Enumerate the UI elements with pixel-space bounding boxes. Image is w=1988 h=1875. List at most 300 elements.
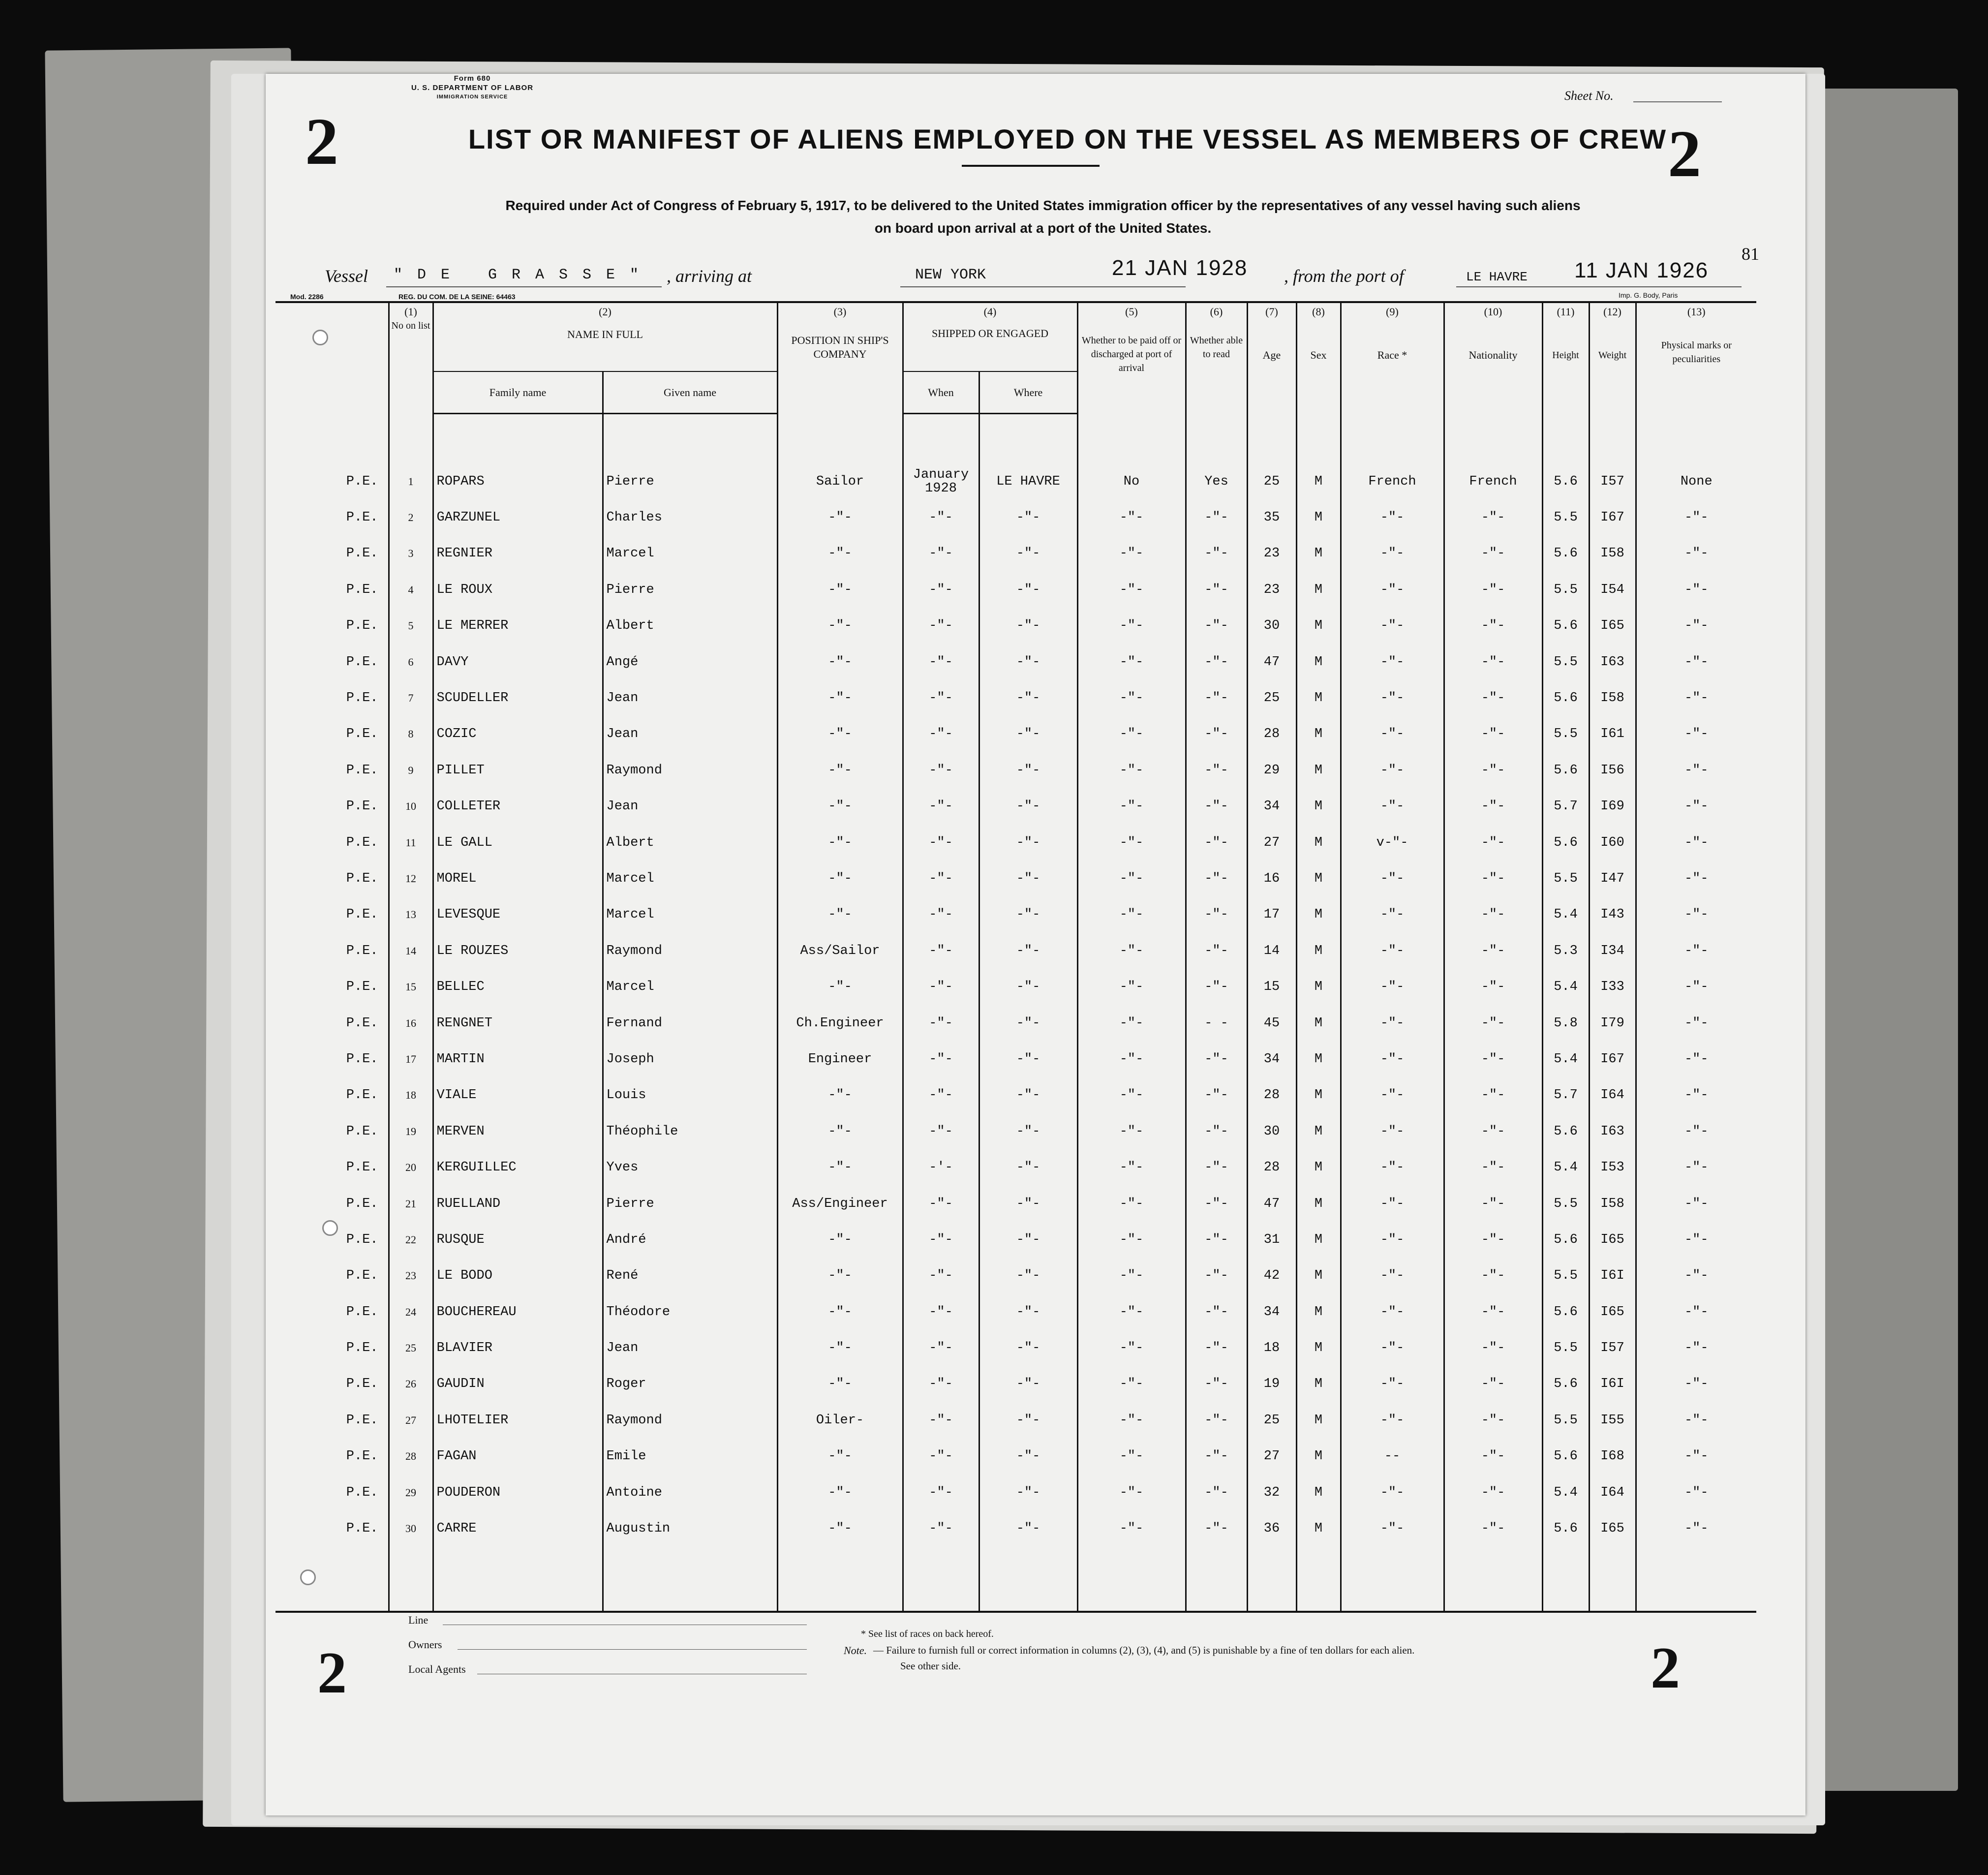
weight-cell: I65 [1589, 1510, 1636, 1546]
row-prefix-cell: P.E. [346, 727, 378, 742]
table-row [275, 499, 1756, 535]
shipped-where-cell: -"- [979, 969, 1077, 1005]
empty-cell [1636, 1547, 1756, 1612]
table-row [275, 1113, 1756, 1149]
weight-cell: I67 [1589, 499, 1636, 535]
row-prefix-cell: P.E. [346, 980, 378, 995]
table-row [275, 1475, 1756, 1510]
row-number-cell: 14 [389, 933, 433, 969]
given-name-cell: Théodore [603, 1294, 777, 1330]
position-cell: -"- [777, 1113, 903, 1149]
family-name-cell: ROPARS [433, 463, 603, 499]
height-cell: 5.6 [1542, 536, 1589, 572]
shipped-where-cell: -"- [979, 1402, 1077, 1438]
age-cell: 25 [1247, 680, 1296, 716]
physical-marks-cell: -"- [1636, 789, 1756, 825]
binder-hole [300, 1569, 316, 1585]
sex-cell: M [1296, 1149, 1341, 1185]
table-row [275, 789, 1756, 825]
weight-cell: I67 [1589, 1041, 1636, 1077]
header-physical-marks [1636, 302, 1756, 414]
weight-cell: I6I [1589, 1366, 1636, 1402]
physical-marks-cell: -"- [1636, 572, 1756, 608]
row-number-cell: 10 [389, 789, 433, 825]
family-name-cell: CARRE [433, 1510, 603, 1546]
header-height [1542, 302, 1589, 414]
shipped-when-cell: -"- [903, 752, 979, 788]
note-label: Note. [844, 1644, 867, 1657]
position-cell: -"- [777, 1222, 903, 1258]
paid-off-cell: -"- [1077, 752, 1186, 788]
sex-cell: M [1296, 969, 1341, 1005]
empty-cell [603, 1547, 777, 1612]
shipped-where-cell: -"- [979, 716, 1077, 752]
binder-hole [322, 1220, 338, 1236]
row-prefix-cell: P.E. [346, 1341, 378, 1356]
paid-off-cell: -"- [1077, 608, 1186, 644]
row-prefix-cell: P.E. [346, 1377, 378, 1392]
age-cell: 15 [1247, 969, 1296, 1005]
row-prefix-cell: P.E. [346, 871, 378, 886]
shipped-where-cell: -"- [979, 1330, 1077, 1366]
able-to-read-cell: -"- [1186, 1077, 1247, 1113]
row-prefix-cell: P.E. [346, 510, 378, 525]
sex-cell: M [1296, 1258, 1341, 1294]
age-cell: 27 [1247, 1439, 1296, 1475]
line-label: Line [408, 1614, 428, 1626]
age-cell: 14 [1247, 933, 1296, 969]
footer-number-right: 2 [1651, 1635, 1680, 1700]
col5-label: Whether to be paid off or discharged at port of arrival [1081, 335, 1182, 373]
paid-off-cell: -"- [1077, 1439, 1186, 1475]
nationality-cell: -"- [1444, 1475, 1542, 1510]
row-number-cell: 30 [389, 1510, 433, 1546]
physical-marks-cell: -"- [1636, 1077, 1756, 1113]
empty-cell [979, 1547, 1077, 1612]
nationality-cell: -"- [1444, 680, 1542, 716]
row-prefix-cell: P.E. [346, 1304, 378, 1320]
sex-cell: M [1296, 1294, 1341, 1330]
gap-cell [433, 414, 603, 464]
weight-cell: I58 [1589, 536, 1636, 572]
shipped-when-cell: -"- [903, 825, 979, 861]
row-number-cell: 11 [389, 825, 433, 861]
weight-cell: I53 [1589, 1149, 1636, 1185]
able-to-read-cell: - - [1186, 1005, 1247, 1041]
sex-cell: M [1296, 1113, 1341, 1149]
given-name-cell: Yves [603, 1149, 777, 1185]
shipped-when-cell: -"- [903, 716, 979, 752]
departure-port: LE HAVRE [1466, 270, 1528, 284]
nationality-cell: -"- [1444, 1510, 1542, 1546]
shipped-when-cell: -"- [903, 1113, 979, 1149]
age-cell: 34 [1247, 1294, 1296, 1330]
shipped-when-cell: -"- [903, 680, 979, 716]
arriving-label: , arriving at [667, 266, 752, 286]
physical-marks-cell: -"- [1636, 536, 1756, 572]
shipped-where-cell: -"- [979, 861, 1077, 896]
gap-cell [979, 414, 1077, 464]
sex-cell: M [1296, 1005, 1341, 1041]
family-name-cell: REGNIER [433, 536, 603, 572]
nationality-cell: -"- [1444, 897, 1542, 933]
nationality-cell: -"- [1444, 608, 1542, 644]
sex-cell: M [1296, 1510, 1341, 1546]
paid-off-cell: No [1077, 463, 1186, 499]
col1-number: (1) [404, 306, 417, 318]
weight-cell: I55 [1589, 1402, 1636, 1438]
physical-marks-cell: -"- [1636, 969, 1756, 1005]
shipped-where-cell: -"- [979, 1077, 1077, 1113]
sex-cell: M [1296, 1475, 1341, 1510]
physical-marks-cell: -"- [1636, 1005, 1756, 1041]
col7-label: Age [1262, 349, 1281, 361]
shipped-when-cell: -"- [903, 499, 979, 535]
empty-cell [433, 1547, 603, 1612]
paid-off-cell: -"- [1077, 536, 1186, 572]
able-to-read-cell: -"- [1186, 1510, 1247, 1546]
height-cell: 5.5 [1542, 1402, 1589, 1438]
row-number-cell: 28 [389, 1439, 433, 1475]
header-row-1 [275, 302, 1756, 371]
race-cell: -"- [1341, 716, 1444, 752]
position-cell: -"- [777, 1077, 903, 1113]
able-to-read-cell: -"- [1186, 1475, 1247, 1510]
sheet-number-right: 2 [1668, 117, 1701, 191]
height-cell: 5.4 [1542, 969, 1589, 1005]
position-cell: -"- [777, 861, 903, 896]
paid-off-cell: -"- [1077, 680, 1186, 716]
nationality-cell: -"- [1444, 789, 1542, 825]
table-row [275, 1222, 1756, 1258]
department-name: U. S. DEPARTMENT OF LABOR [411, 84, 534, 92]
vessel-name: " D E G R A S S E " [394, 267, 642, 283]
given-name-cell: Jean [603, 716, 777, 752]
weight-cell: I65 [1589, 1294, 1636, 1330]
height-cell: 5.4 [1542, 1041, 1589, 1077]
paid-off-cell: -"- [1077, 1510, 1186, 1546]
row-number-cell: 22 [389, 1222, 433, 1258]
race-cell: -"- [1341, 1113, 1444, 1149]
gap-cell [903, 414, 979, 464]
family-name-cell: MERVEN [433, 1113, 603, 1149]
able-to-read-cell: -"- [1186, 752, 1247, 788]
family-name-cell: MARTIN [433, 1041, 603, 1077]
row-prefix-cell: P.E. [346, 1232, 378, 1247]
shipped-where-cell: -"- [979, 789, 1077, 825]
col6-label: Whether able to read [1190, 335, 1243, 360]
col11-label: Height [1552, 350, 1579, 361]
position-cell: Ass/Sailor [777, 933, 903, 969]
age-cell: 30 [1247, 608, 1296, 644]
row-number-cell: 18 [389, 1077, 433, 1113]
col2-label: NAME IN FULL [567, 328, 643, 340]
given-name-cell: Louis [603, 1077, 777, 1113]
height-cell: 5.3 [1542, 933, 1589, 969]
row-number-cell: 2 [389, 499, 433, 535]
shipped-where-cell: -"- [979, 1439, 1077, 1475]
table-row [275, 1510, 1756, 1546]
able-to-read-cell: -"- [1186, 1258, 1247, 1294]
age-cell: 47 [1247, 644, 1296, 680]
row-prefix-cell: P.E. [346, 546, 378, 561]
height-cell: 5.5 [1542, 1258, 1589, 1294]
empty-cell [1542, 1547, 1589, 1612]
given-name-cell: Jean [603, 680, 777, 716]
table-row [275, 680, 1756, 716]
able-to-read-cell: -"- [1186, 789, 1247, 825]
family-name-cell: COZIC [433, 716, 603, 752]
row-number-cell: 29 [389, 1475, 433, 1510]
owners-label: Owners [408, 1638, 442, 1651]
family-name-cell: LHOTELIER [433, 1402, 603, 1438]
paid-off-cell: -"- [1077, 644, 1186, 680]
row-number-cell: 8 [389, 716, 433, 752]
given-name-cell: Charles [603, 499, 777, 535]
shipped-where-cell: -"- [979, 536, 1077, 572]
weight-cell: I63 [1589, 644, 1636, 680]
empty-cell [275, 1547, 389, 1612]
gap-cell [1077, 414, 1186, 464]
able-to-read-cell: -"- [1186, 825, 1247, 861]
physical-marks-cell: -"- [1636, 608, 1756, 644]
age-cell: 42 [1247, 1258, 1296, 1294]
position-cell: -"- [777, 572, 903, 608]
physical-marks-cell: -"- [1636, 644, 1756, 680]
weight-cell: I56 [1589, 752, 1636, 788]
weight-cell: I61 [1589, 716, 1636, 752]
age-cell: 23 [1247, 572, 1296, 608]
paid-off-cell: -"- [1077, 1294, 1186, 1330]
nationality-cell: -"- [1444, 1005, 1542, 1041]
col13-label: Physical marks or peculiarities [1661, 340, 1732, 365]
form-number: Form 680 [454, 74, 491, 83]
header-paid-off [1077, 302, 1186, 414]
sex-cell: M [1296, 1366, 1341, 1402]
age-cell: 28 [1247, 716, 1296, 752]
row-prefix-cell: P.E. [346, 1088, 378, 1103]
age-cell: 36 [1247, 1510, 1296, 1546]
position-cell: -"- [777, 1330, 903, 1366]
subtitle-line-2: on board upon arrival at a port of the United States. [874, 220, 1212, 236]
position-cell: Oiler- [777, 1402, 903, 1438]
subtitle-line-1: Required under Act of Congress of February 5, 1917, to be delivered to the United States immigration officer by the representatives of any vessel having such aliens [505, 198, 1581, 213]
col3-number: (3) [833, 306, 847, 318]
col9-number: (9) [1386, 306, 1399, 318]
position-cell: -"- [777, 1149, 903, 1185]
nationality-cell: -"- [1444, 716, 1542, 752]
height-cell: 5.4 [1542, 1475, 1589, 1510]
nationality-cell: -"- [1444, 1330, 1542, 1366]
paid-off-cell: -"- [1077, 1186, 1186, 1222]
race-cell: -- [1341, 1439, 1444, 1475]
physical-marks-cell: -"- [1636, 1366, 1756, 1402]
family-name-cell: GARZUNEL [433, 499, 603, 535]
able-to-read-cell: -"- [1186, 933, 1247, 969]
header-position [777, 302, 903, 414]
shipped-where-cell: -"- [979, 897, 1077, 933]
shipped-when-cell: -"- [903, 1222, 979, 1258]
race-cell: -"- [1341, 644, 1444, 680]
gap-cell [1186, 414, 1247, 464]
col9-label: Race * [1377, 349, 1407, 361]
race-cell: -"- [1341, 499, 1444, 535]
physical-marks-cell: None [1636, 463, 1756, 499]
vessel-underline [386, 286, 662, 287]
row-prefix-cell: P.E. [346, 1449, 378, 1464]
nationality-cell: -"- [1444, 1439, 1542, 1475]
family-name-cell: BLAVIER [433, 1330, 603, 1366]
table-row [275, 933, 1756, 969]
row-prefix-cell: P.E. [346, 1051, 378, 1067]
given-name-cell: Fernand [603, 1005, 777, 1041]
shipped-where-cell: -"- [979, 1041, 1077, 1077]
given-name-cell: Raymond [603, 752, 777, 788]
table-row [275, 969, 1756, 1005]
height-cell: 5.5 [1542, 644, 1589, 680]
given-name-cell: Albert [603, 608, 777, 644]
col4-number: (4) [983, 306, 997, 318]
shipped-where-cell: -"- [979, 1258, 1077, 1294]
nationality-cell: -"- [1444, 1294, 1542, 1330]
weight-cell: I65 [1589, 608, 1636, 644]
nationality-cell: -"- [1444, 1222, 1542, 1258]
row-prefix-cell: P.E. [346, 1413, 378, 1428]
race-cell: -"- [1341, 536, 1444, 572]
physical-marks-cell: -"- [1636, 933, 1756, 969]
able-to-read-cell: -"- [1186, 969, 1247, 1005]
header-where: Where [979, 371, 1077, 414]
empty-cell [1247, 1547, 1296, 1612]
race-cell: -"- [1341, 1510, 1444, 1546]
physical-marks-cell: -"- [1636, 1330, 1756, 1366]
family-name-cell: DAVY [433, 644, 603, 680]
race-cell: -"- [1341, 933, 1444, 969]
gap-cell [1296, 414, 1341, 464]
race-cell: -"- [1341, 1330, 1444, 1366]
row-number-cell: 4 [389, 572, 433, 608]
shipped-where-cell: -"- [979, 1366, 1077, 1402]
row-number-cell: 20 [389, 1149, 433, 1185]
paid-off-cell: -"- [1077, 1366, 1186, 1402]
empty-cell [1341, 1547, 1444, 1612]
shipped-when-cell: -"- [903, 1258, 979, 1294]
row-number-cell: 9 [389, 752, 433, 788]
weight-cell: I43 [1589, 897, 1636, 933]
races-note: * See list of races on back hereof. [861, 1629, 994, 1639]
height-cell: 5.6 [1542, 752, 1589, 788]
paid-off-cell: -"- [1077, 1222, 1186, 1258]
height-cell: 5.6 [1542, 1366, 1589, 1402]
manifest-body [275, 414, 1756, 1612]
family-name-cell: RUSQUE [433, 1222, 603, 1258]
nationality-cell: -"- [1444, 1186, 1542, 1222]
table-row [275, 1041, 1756, 1077]
table-row [275, 572, 1756, 608]
position-cell: -"- [777, 789, 903, 825]
given-name-cell: Raymond [603, 933, 777, 969]
table-row [275, 1366, 1756, 1402]
physical-marks-cell: -"- [1636, 1186, 1756, 1222]
height-cell: 5.6 [1542, 1510, 1589, 1546]
given-name-cell: Raymond [603, 1402, 777, 1438]
shipped-when-cell: -"- [903, 1186, 979, 1222]
from-port-label: , from the port of [1284, 266, 1404, 286]
position-cell: -"- [777, 716, 903, 752]
shipped-where-cell: -"- [979, 499, 1077, 535]
row-number-cell: 19 [389, 1113, 433, 1149]
physical-marks-cell: -"- [1636, 1510, 1756, 1546]
row-number-cell: 26 [389, 1366, 433, 1402]
race-cell: -"- [1341, 1186, 1444, 1222]
shipped-when-cell: -"- [903, 1294, 979, 1330]
col12-number: (12) [1603, 306, 1621, 318]
physical-marks-cell: -"- [1636, 1222, 1756, 1258]
able-to-read-cell: Yes [1186, 463, 1247, 499]
row-number-cell: 23 [389, 1258, 433, 1294]
given-name-cell: Marcel [603, 969, 777, 1005]
weight-cell: I68 [1589, 1439, 1636, 1475]
paid-off-cell: -"- [1077, 1077, 1186, 1113]
service-name: IMMIGRATION SERVICE [436, 94, 508, 100]
table-row [275, 716, 1756, 752]
table-row [275, 1439, 1756, 1475]
table-row [275, 1005, 1756, 1041]
gap-cell [603, 414, 777, 464]
position-cell: -"- [777, 608, 903, 644]
physical-marks-cell: -"- [1636, 716, 1756, 752]
family-name-cell: SCUDELLER [433, 680, 603, 716]
family-name-cell: MOREL [433, 861, 603, 896]
row-prefix-cell: P.E. [346, 1015, 378, 1031]
weight-cell: I58 [1589, 680, 1636, 716]
height-cell: 5.7 [1542, 789, 1589, 825]
nationality-cell: -"- [1444, 1113, 1542, 1149]
height-cell: 5.5 [1542, 1186, 1589, 1222]
able-to-read-cell: -"- [1186, 499, 1247, 535]
sex-cell: M [1296, 536, 1341, 572]
row-number-cell: 13 [389, 897, 433, 933]
race-cell: -"- [1341, 1475, 1444, 1510]
shipped-where-cell: -"- [979, 752, 1077, 788]
shipped-when-cell: -"- [903, 1366, 979, 1402]
shipped-where-cell: -"- [979, 644, 1077, 680]
row-number-cell: 21 [389, 1186, 433, 1222]
header-able-to-read [1186, 302, 1247, 414]
family-name-cell: PILLET [433, 752, 603, 788]
shipped-where-cell: -"- [979, 572, 1077, 608]
race-cell: -"- [1341, 608, 1444, 644]
shipped-where-cell: -"- [979, 1149, 1077, 1185]
table-row [275, 1294, 1756, 1330]
row-prefix-cell: P.E. [346, 943, 378, 958]
height-cell: 5.6 [1542, 1113, 1589, 1149]
given-name-cell: Antoine [603, 1475, 777, 1510]
row-number-cell: 15 [389, 969, 433, 1005]
col1-label: No on list [391, 320, 430, 331]
row-number-cell: 27 [389, 1402, 433, 1438]
paid-off-cell: -"- [1077, 897, 1186, 933]
able-to-read-cell: -"- [1186, 572, 1247, 608]
row-number-cell: 5 [389, 608, 433, 644]
row-prefix-cell: P.E. [346, 618, 378, 634]
paid-off-cell: -"- [1077, 969, 1186, 1005]
weight-cell: I6I [1589, 1258, 1636, 1294]
gap-cell [1444, 414, 1542, 464]
gap-cell [1542, 414, 1589, 464]
col10-number: (10) [1484, 306, 1502, 318]
nationality-cell: -"- [1444, 825, 1542, 861]
